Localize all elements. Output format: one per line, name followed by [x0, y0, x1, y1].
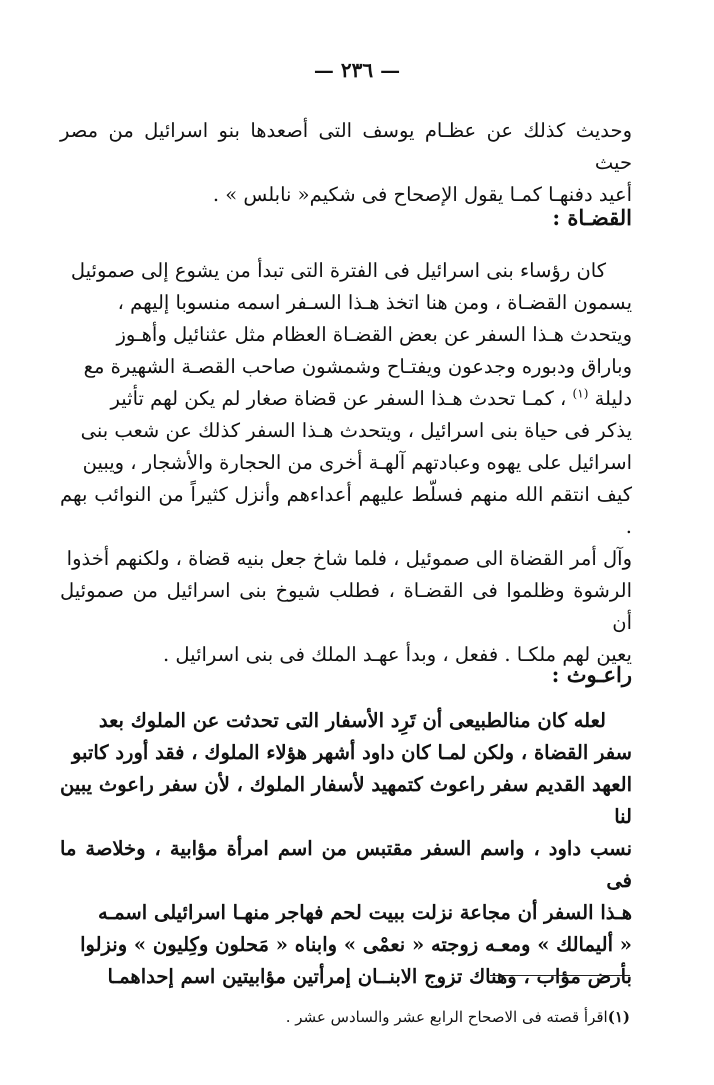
section-heading-ruth: راعـوث : [551, 662, 632, 687]
footnote-text: اقرأ قصته فى الاصحاح الرابع عشر والسادس عشر . [285, 1008, 608, 1026]
ruth-line: هـذا السفر أن مجاعة نزلت ببيت لحم فهاجر منهـا اسرائيلى اسمـه [97, 901, 632, 924]
footnote-divider [490, 975, 630, 976]
judges-line-end: ، كمـا تحدث هـذا السفر عن قضاة صغار لم يكن لهم تأثير [110, 387, 573, 410]
ruth-paragraph [60, 705, 632, 993]
section-heading-judges: القضـاة : [552, 205, 632, 230]
judges-line: يذكر فى حياة بنى اسرائيل ، ويتحدث هـذا السفر كذلك عن شعب بنى [80, 419, 632, 442]
judges-line: وآل أمر القضاة الى صموئيل ، فلما شاخ جعل بنيه قضاة ، ولكنهم أخذوا [66, 547, 632, 570]
ruth-line: نسب داود ، واسم السفر مقتبس من اسم امرأة مؤابية ، وخلاصة ما فى [60, 837, 632, 892]
ruth-line: لعله كان منالطبيعى أن تَرِد الأسفار التى تحدثت عن الملوك بعد [98, 709, 606, 732]
judges-line: يسمون القضـاة ، ومن هنا اتخذ هـذا السـفر اسمه منسوبا إليهم ، [117, 291, 632, 314]
judges-line: الرشوة وظلموا فى القضـاة ، فطلب شيوخ بنى اسرائيل من صموئيل أن [60, 579, 632, 634]
footnote [286, 1008, 630, 1026]
ruth-line: « أليمالك » ومعـه زوجته « نعمْى » وابناه « مَحلون وكِليون » ونزلوا [80, 933, 632, 956]
judges-line: ويتحدث هـذا السفر عن بعض القضـاة العظام مثل عثنائيل وأهـوز [116, 323, 632, 346]
footnote-reference[interactable]: (١) [572, 386, 589, 401]
judges-line: وباراق ودبوره وجدعون ويفتـاح وشمشون صاحب القصـة الشهيرة مع [83, 355, 632, 378]
intro-line: وحديث كذلك عن عظـام يوسف التى أصعدها بنو اسرائيل من مصر حيث [60, 119, 632, 174]
footnote-marker: (١) [607, 1008, 630, 1026]
ruth-line: سفر القضاة ، ولكن لمـا كان داود أشهر هؤلاء الملوك ، فقد أورد كاتبو [71, 741, 632, 764]
judges-line: يعين لهم ملكـا . ففعل ، وبدأ عهـد الملك فى بنى اسرائيل . [163, 643, 632, 666]
judges-line: كان رؤساء بنى اسرائيل فى الفترة التى تبدأ من يشوع إلى صموئيل [70, 259, 606, 282]
judges-paragraph [60, 255, 632, 671]
judges-line [60, 383, 632, 415]
page-number: — ٢٣٦ — [313, 58, 401, 82]
judges-line: اسرائيل على يهوه وعبادتهم آلهـة أخرى من الحجارة والأشجار ، ويبين [82, 451, 632, 474]
judges-line-start: دليلة [594, 387, 632, 410]
ruth-line: بأرض مؤاب ، وهناك تزوج الابنــان إمرأتين مؤابيتين اسم إحداهمـا [107, 965, 632, 988]
ruth-line: العهد القديم سفر راعوث كتمهيد لأسفار الملوك ، لأن سفر راعوث يبين لنا [60, 773, 632, 828]
intro-line: أعيد دفنهـا كمـا يقول الإصحاح فى شكيم« نابلس » . [212, 183, 632, 206]
intro-paragraph [60, 115, 632, 211]
judges-line: كيف انتقم الله منهم فسلّط عليهم أعداءهم وأنزل كثيراً من النوائب بهم . [60, 483, 632, 538]
